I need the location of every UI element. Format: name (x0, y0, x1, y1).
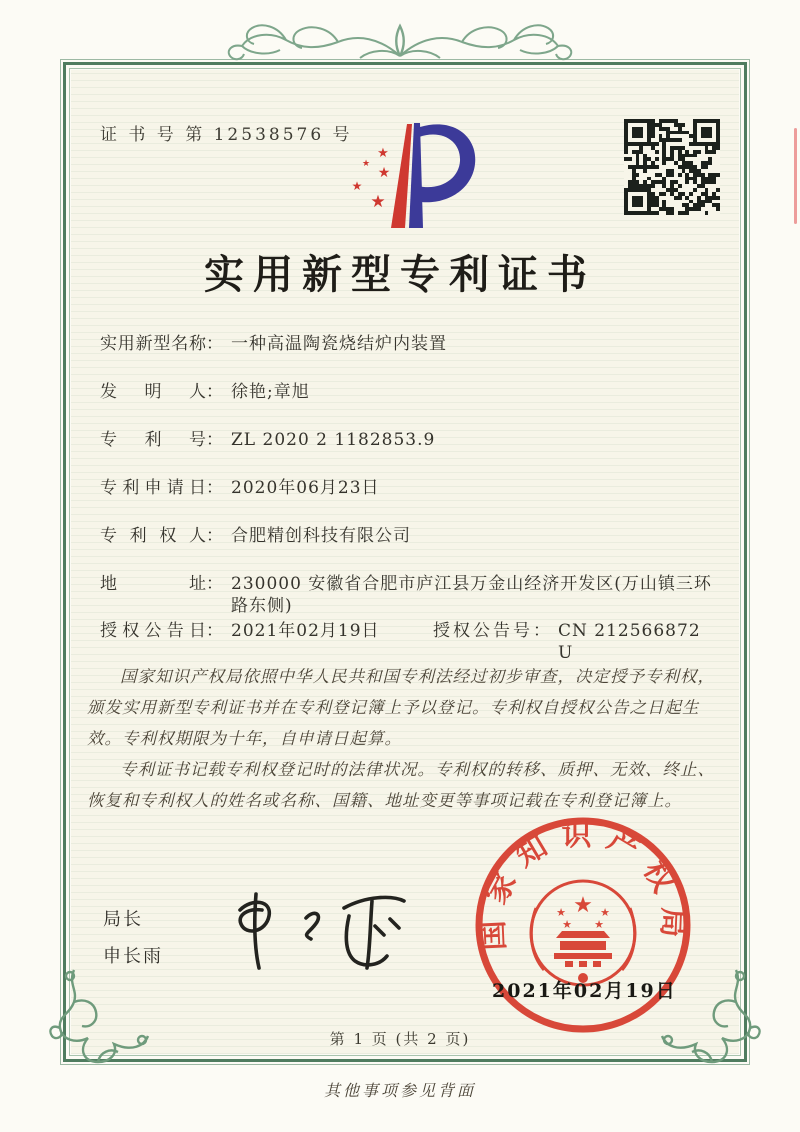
field-colon: ： (206, 574, 223, 594)
fields-section (100, 333, 712, 690)
field-value: 合肥精创科技有限公司 (231, 526, 411, 546)
field-label: 授权公告日 (100, 621, 206, 641)
legal-text-section (87, 661, 715, 816)
certificate-number: 证 书 号 第 12538576 号 (100, 125, 353, 145)
emblem-star-icon: ★ (562, 918, 572, 931)
officer-name: 申长雨 (103, 946, 163, 967)
emblem-wheat-left (531, 908, 544, 970)
field-colon: ： (206, 382, 223, 402)
field-row-patentee (100, 525, 712, 547)
cnipa-logo-shapes (352, 123, 476, 228)
emblem-wheat-right (622, 908, 635, 970)
field-value: CN 212566872 U (558, 621, 701, 663)
legal-paragraph: 国家知识产权局依照中华人民共和国专利法经过初步审查，决定授予专利权，颁发实用新型专利证书并在专利登记簿上予以登记。专利权自授权公告之日起生效。专利权期限为十年，自申请日起算。 (87, 667, 715, 748)
field-value: 徐艳;章旭 (231, 382, 310, 402)
emblem-gate-base (554, 953, 612, 959)
cnipa-logo (330, 110, 476, 240)
field-label: 发明人 (100, 382, 206, 402)
field-colon: ： (206, 334, 223, 354)
field-row-filing-date (100, 477, 712, 499)
emblem-star-icon: ★ (594, 918, 604, 931)
seal-date: 2021年02月19日 (492, 980, 677, 1002)
field-row-patent-number (100, 429, 712, 451)
field-label: 专利权人 (100, 526, 206, 546)
field-value: 2020年06月23日 (231, 478, 380, 498)
field-row-grant (100, 620, 712, 664)
field-value: ZL 2020 2 1182853.9 (231, 430, 436, 450)
back-side-note: 其他事项参见背面 (323, 1081, 476, 1100)
field-colon: ： (206, 621, 223, 641)
national-emblem (554, 893, 612, 967)
field-row-address (100, 573, 712, 617)
field-label: 专利申请日 (100, 478, 206, 498)
field-value: 一种高温陶瓷烧结炉内装置 (231, 334, 447, 354)
emblem-star-icon: ★ (556, 906, 566, 919)
field-row-inventor (100, 381, 712, 403)
logo-star-icon: ★ (361, 159, 371, 169)
official-red-seal (470, 812, 696, 1038)
field-label: 实用新型名称 (100, 334, 206, 354)
field-colon: ： (206, 430, 223, 450)
field-value: 2021年02月19日 (231, 621, 380, 641)
emblem-gate-body (560, 941, 606, 950)
logo-star-icon: ★ (351, 179, 363, 193)
certificate-title: 实用新型专利证书 (204, 251, 596, 298)
field-colon: ： (206, 478, 223, 498)
field-label: 授权公告号 (433, 621, 533, 641)
emblem-gate-roof (556, 931, 610, 938)
field-value: 230000 安徽省合肥市庐江县万金山经济开发区(万山镇三环路东侧) (231, 574, 712, 616)
officer-title: 局长 (103, 909, 143, 930)
field-colon: ： (533, 621, 550, 641)
page-number: 第 1 页 (共 2 页) (329, 1030, 471, 1048)
field-row-name (100, 333, 712, 355)
emblem-star-icon: ★ (600, 906, 610, 919)
emblem-star-icon: ★ (573, 893, 593, 918)
field-colon: ： (206, 526, 223, 546)
field-label: 地址 (100, 574, 206, 594)
legal-paragraph: 专利证书记载专利权登记时的法律状况。专利权的转移、质押、无效、终止、恢复和专利权人的姓名或名称、国籍、地址变更等事项记载在专利登记簿上。 (87, 760, 715, 810)
logo-star-icon: ★ (370, 192, 386, 212)
qr-code (624, 119, 720, 215)
logo-star-icon: ★ (377, 165, 391, 181)
seal-text: 国家知识产权局 (475, 818, 691, 952)
scan-artifact (794, 128, 797, 224)
officer-signature (218, 868, 428, 986)
logo-star-icon: ★ (377, 146, 389, 161)
field-label: 专利号 (100, 430, 206, 450)
